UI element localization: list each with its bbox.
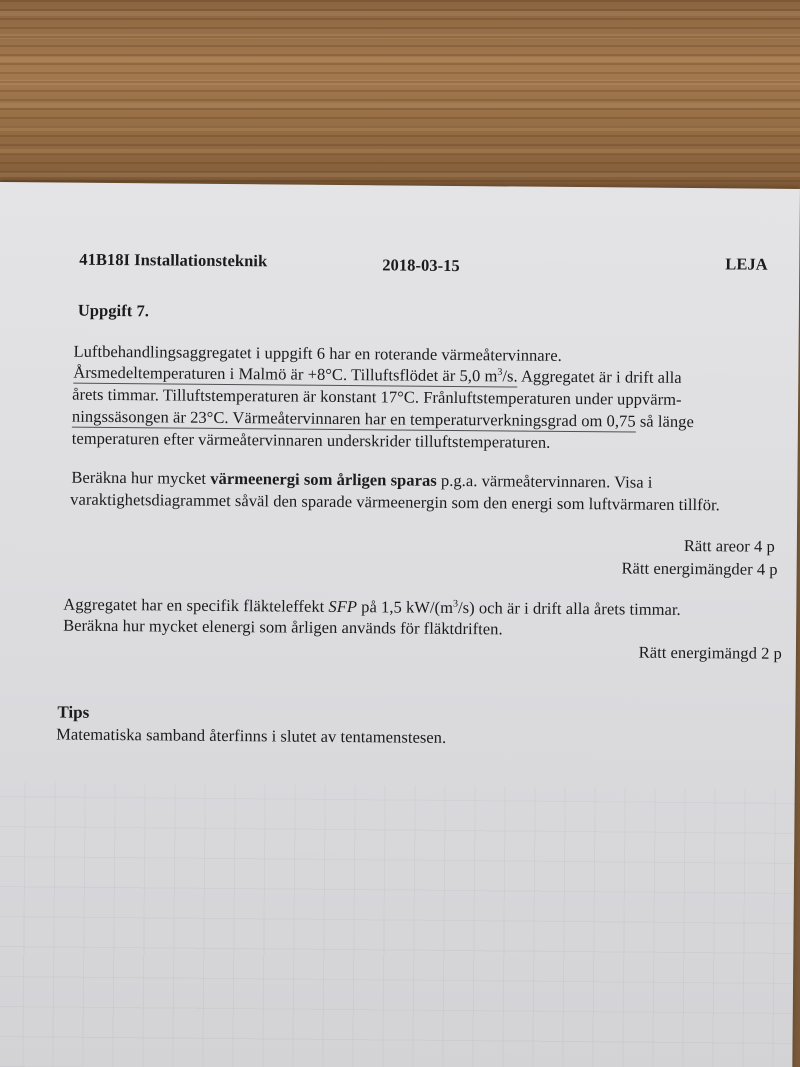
para1-line3: årets timmar. Tilluftstemperaturen är konstant 17°C. Frånluftstemperaturen under uppvärm- [72,384,682,409]
points-areas: Rätt areor 4 p [683,535,775,556]
course-title: 41B18I Installationsteknik [79,249,268,271]
underlined-efficiency: ningssäsongen är 23°C. Värmeåtervinnaren har en temperaturverkningsgrad om 0,75 [71,406,636,431]
tips-text: Matematiska samband återfinns i slutet av tentamenstesen. [56,724,447,747]
points-energy-amount: Rätt energimängd 2 p [638,642,782,663]
task-title: Uppgift 7. [77,300,150,321]
exam-date: 2018-03-15 [382,255,460,276]
tips-title: Tips [57,702,90,722]
bold-heat-energy-saved: värmeenergi som årligen sparas [210,468,437,490]
faint-grid-lines [0,782,795,1067]
para1-line4: ningssäsongen är 23°C. Värmeåtervinnaren har en temperaturverkningsgrad om 0,75 så länge [71,406,694,432]
exam-sheet [0,182,800,1067]
wooden-table-background [0,0,800,200]
author-code: LEJA [725,254,768,274]
para1-line2: Årsmedeltemperaturen i Malmö är +8°C. Tilluftsflödet är 5,0 $m^3/s$. Aggregatet är i drift alla [73,362,682,387]
para3-line1: Aggregatet har en specifik fläkteleffekt SFP på 1,5 $kW/(m^3/s)$ och är i drift alla årets timmar. [63,594,681,619]
para2-line1: Beräkna hur mycket värmeenergi som årligen sparas p.g.a. värmeåtervinnaren. Visa i [71,467,653,492]
para2-line2: varaktighetsdiagrammet såväl den sparade värmeenergin som den energi som luftvärmaren tillför. [70,489,720,515]
sfp-italic: SFP [328,596,358,617]
para3-line2: Beräkna hur mycket elenergi som årligen används för fläktdriften. [63,615,503,639]
points-energy-amounts: Rätt energimängder 4 p [621,558,778,579]
underlined-supply-flow: Tilluftsflödet är 5,0 $m^3/s$. [347,365,518,386]
underlined-annual-temp: Årsmedeltemperaturen i Malmö är +8°C. [73,362,348,385]
para1-line5: temperaturen efter värmeåtervinnaren underskrider tilluftstemperaturen. [71,428,551,452]
para1-line1: Luftbehandlingsaggregatet i uppgift 6 har en roterande värmeåtervinnare. [73,341,562,365]
